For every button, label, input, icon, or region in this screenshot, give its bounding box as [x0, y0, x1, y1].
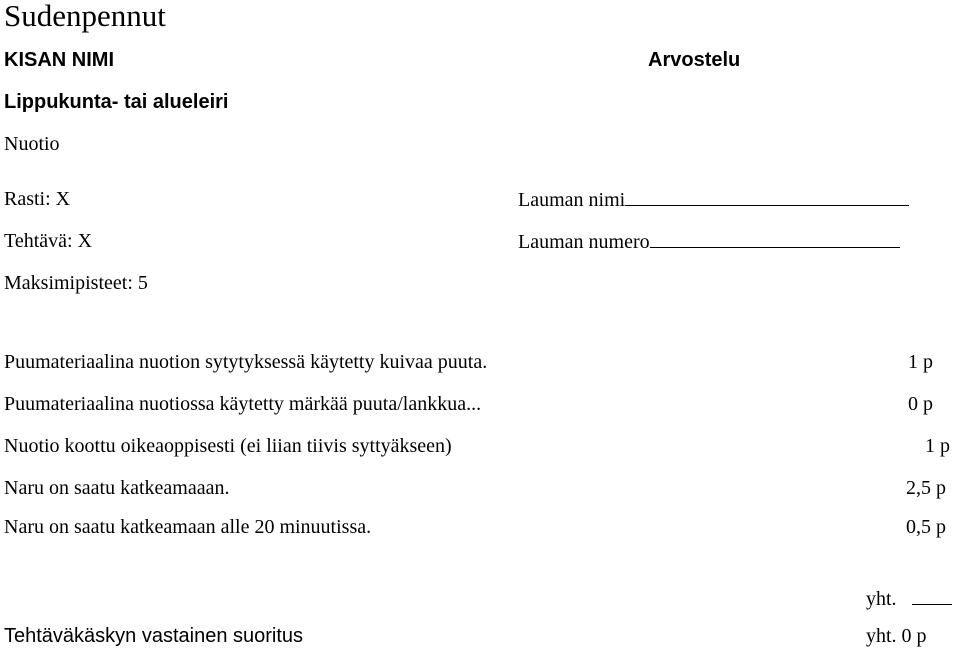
criterion-3-points: 1 p [925, 435, 950, 457]
max-points-label: Maksimipisteet: 5 [4, 272, 148, 294]
pack-number-label: Lauman numero [518, 231, 650, 253]
total-label: yht. [866, 588, 897, 610]
criterion-2-points: 0 p [908, 393, 933, 415]
performance-label: Tehtäväkäskyn vastainen suoritus [4, 625, 304, 647]
criterion-2-text: Puumateriaalina nuotiossa käytetty märkää puuta/lankkua... [4, 393, 482, 415]
camp-label: Lippukunta- tai alueleiri [4, 91, 229, 113]
pack-name-line[interactable] [625, 187, 909, 206]
criterion-4-points: 2,5 p [906, 477, 946, 499]
task-name: Nuotio [4, 133, 60, 155]
criterion-1-points: 1 p [908, 351, 933, 373]
pack-number-line[interactable] [650, 229, 900, 248]
criterion-3-text: Nuotio koottu oikeaoppisesti (ei liian tiivis syttyäkseen) [4, 435, 452, 457]
criterion-1-text: Puumateriaalina nuotion sytytyksessä käytetty kuivaa puuta. [4, 351, 488, 373]
pack-name-label: Lauman nimi [518, 189, 626, 211]
competition-name-label: KISAN NIMI [4, 49, 114, 71]
evaluation-label: Arvostelu [648, 49, 741, 71]
page-title: Sudenpennut [4, 0, 166, 33]
criterion-5-text: Naru on saatu katkeamaan alle 20 minuutissa. [4, 516, 372, 538]
station-label: Rasti: X [4, 188, 71, 210]
total-line[interactable] [912, 586, 952, 605]
performance-total: yht. 0 p [866, 625, 927, 647]
total-field[interactable] [866, 586, 952, 611]
task-label: Tehtävä: X [4, 230, 93, 252]
pack-number-field[interactable] [518, 229, 900, 254]
criterion-4-text: Naru on saatu katkeamaaan. [4, 477, 230, 499]
pack-name-field[interactable] [518, 187, 909, 212]
criterion-5-points: 0,5 p [906, 516, 946, 538]
